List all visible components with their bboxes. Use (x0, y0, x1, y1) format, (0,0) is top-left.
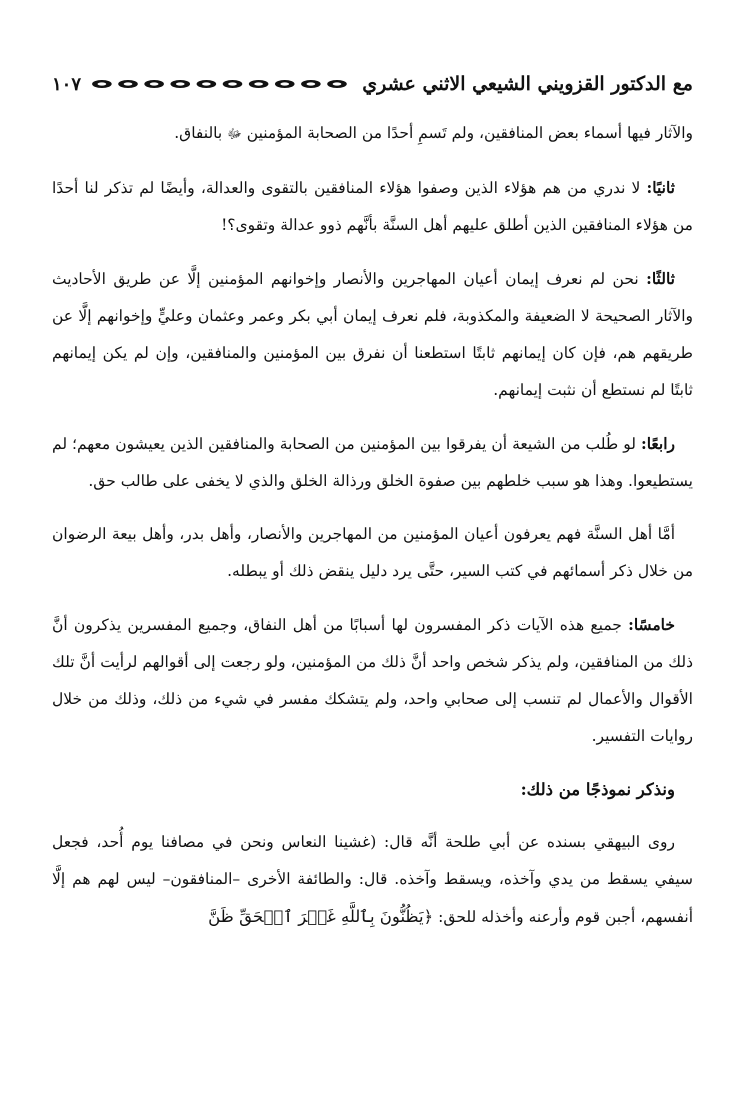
section-subheading: ونذكر نموذجًا من ذلك: (520, 780, 675, 799)
paragraph-bayhaqi-narration (52, 824, 693, 936)
paragraph-text: لا ندري من هم هؤلاء الذين وصفوا هؤلاء المنافقين بالتقوى والعدالة، وأيضًا لم تذكر لنا أحدًا من هؤلاء المنافقين الذين أطلق عليهم أهل السنَّة بأنَّهم ذوو عدالة وتقوى؟! (52, 179, 693, 234)
paragraph-third (52, 260, 693, 409)
point-label: خامسًا: (628, 615, 675, 634)
paragraph-fifth (52, 606, 693, 755)
page-body (52, 115, 693, 952)
paragraph-text: أمَّا أهل السنَّة فهم يعرفون أعيان المؤمنين من المهاجرين والأنصار، وأهل بدر، وأهل بيعة الرضوان من خلال ذكر أسمائهم في كتب السير، حتَّى يرد دليل ينقض ذلك أو يبطله. (52, 525, 693, 580)
honorific-glyph: ﷻ (227, 127, 242, 142)
paragraph-continuation (52, 115, 693, 153)
page-number: ١٠٧ (52, 73, 82, 95)
point-label: رابعًا: (640, 434, 675, 453)
paragraph-text: لو طُلب من الشيعة أن يفرقوا بين المؤمنين من الصحابة والمنافقين الذين يعيشون معهم؛ لم يستطيعوا. وهذا هو سبب خلطهم بين صفوة الخلق ورذالة الخلق والذي لا يخفى على طالب حق. (52, 435, 693, 490)
point-label: ثالثًا: (646, 269, 675, 288)
ornament-chain-icon (91, 77, 352, 91)
running-title: مع الدكتور القزويني الشيعي الاثني عشري (362, 73, 693, 95)
paragraph-fourth (52, 425, 693, 500)
quran-quote: ﴿يَظُنُّونَ بِٱللَّهِ غَيۡرَ ٱلۡحَقِّ ظَنَّ (208, 907, 434, 926)
point-label: ثانيًا: (646, 178, 675, 197)
paragraph-second (52, 169, 693, 244)
paragraph-ahl-sunna (52, 516, 693, 590)
paragraph-text: والآثار فيها أسماء بعض المنافقين، ولم تَسمِ أحدًا من الصحابة المؤمنين (246, 124, 693, 142)
ornament-divider (91, 77, 352, 91)
paragraph-text: نحن لم نعرف إيمان أعيان المهاجرين والأنصار وإخوانهم المؤمنين إلَّا عن طريق الأحاديث والآثار الصحيحة لا الضعيفة والمكذوبة، فلم نعرف إيمان أبي بكر وعمر وعثمان وعليٍّ وإخوانهم إلَّا عن طريقهم هم، فإن كان إيمانهم ثابتًا استطعنا أن نفرق بين المؤمنين والمنافقين، وإن لم يكن إيمانهم ثابتًا لم نستطع أن نثبت إيمانهم. (52, 270, 693, 399)
paragraph-text: جميع هذه الآيات ذكر المفسرون لها أسبابًا من أهل النفاق، وجميع المفسرين يذكرون أنَّ ذلك من المنافقين، ولم يذكر شخص واحد أنَّ ذلك من المؤمنين، ولو رجعت إلى أقوالهم لرأيت أنَّ تلك الأقوال والأعمال لم تنسب إلى صحابي واحد، ولم يتشكك مفسر في شيء من ذلك، وذلك من خلال روايات التفسير. (52, 616, 693, 745)
paragraph-text-tail: بالنفاق. (174, 124, 223, 142)
paragraph-text: روى البيهقي بسنده عن أبي طلحة أنَّه قال: (غشينا النعاس ونحن في مصافنا يوم أُحد، فجعل سيفي يسقط من يدي وآخذه، ويسقط وآخذه. قال: والطائفة الأخرى –المنافقون– ليس لهم هم إلَّا أنفسهم، أجبن قوم وأرعنه وأخذله للحق: (52, 833, 693, 926)
page-header (52, 64, 693, 104)
